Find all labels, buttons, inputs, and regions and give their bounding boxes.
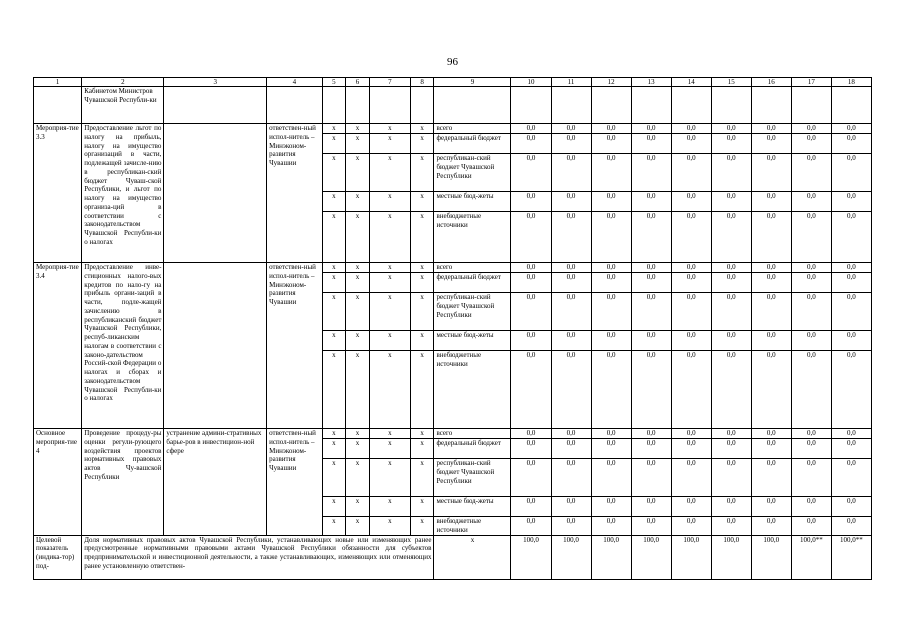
funding-value: 0,0 [551, 517, 591, 536]
funding-value: 0,0 [671, 429, 711, 439]
funding-value: 0,0 [751, 429, 791, 439]
empty-cell [551, 87, 591, 124]
funding-source: федеральный бюджет [434, 273, 511, 293]
code-mark: x [410, 293, 434, 331]
code-mark: x [346, 331, 370, 351]
code-mark: x [369, 429, 410, 439]
code-mark: x [410, 429, 434, 439]
indicator-value: 100,0 [551, 535, 591, 579]
empty-cell [831, 87, 871, 124]
code-mark: x [346, 273, 370, 293]
table-row [34, 429, 872, 439]
empty-cell [322, 87, 346, 124]
funding-source: внебюджетные источники [434, 517, 511, 536]
funding-value: 0,0 [591, 331, 631, 351]
event-description: Проведение процеду-ры оценки регули-рующего воздействия проектов нормативных правовых актов Чу-вашской Республики [82, 429, 164, 536]
funding-value: 0,0 [591, 439, 631, 459]
funding-value: 0,0 [751, 134, 791, 154]
funding-value: 0,0 [551, 273, 591, 293]
funding-value: 0,0 [551, 192, 591, 212]
funding-value: 0,0 [631, 497, 671, 517]
funding-value: 0,0 [751, 273, 791, 293]
empty-cell [591, 87, 631, 124]
funding-value: 0,0 [631, 212, 671, 263]
funding-value: 0,0 [511, 429, 551, 439]
table-row [34, 263, 872, 273]
funding-value: 0,0 [671, 263, 711, 273]
code-mark: x [410, 517, 434, 536]
funding-value: 0,0 [711, 429, 751, 439]
code-mark: x [322, 429, 346, 439]
event-name: Мероприя-тие 3.3 [34, 124, 82, 263]
column-number: 1 [34, 78, 82, 87]
column-number: 13 [631, 78, 671, 87]
code-mark: x [410, 124, 434, 134]
code-mark: x [410, 439, 434, 459]
code-mark: x [410, 154, 434, 192]
funding-value: 0,0 [831, 459, 871, 497]
funding-value: 0,0 [551, 439, 591, 459]
funding-value: 0,0 [791, 351, 831, 429]
funding-value: 0,0 [791, 273, 831, 293]
funding-value: 0,0 [751, 124, 791, 134]
funding-value: 0,0 [551, 263, 591, 273]
funding-value: 0,0 [791, 439, 831, 459]
code-mark: x [346, 429, 370, 439]
code-mark: x [346, 124, 370, 134]
empty-cell [34, 87, 82, 124]
event-goal [164, 124, 267, 263]
funding-value: 0,0 [791, 293, 831, 331]
funding-value: 0,0 [671, 331, 711, 351]
funding-value: 0,0 [831, 293, 871, 331]
indicator-value: 100,0 [711, 535, 751, 579]
funding-source: федеральный бюджет [434, 134, 511, 154]
column-number: 14 [671, 78, 711, 87]
code-mark: x [369, 263, 410, 273]
indicator-value: 100,0 [631, 535, 671, 579]
column-number-row [34, 78, 872, 87]
empty-cell [410, 87, 434, 124]
funding-value: 0,0 [551, 331, 591, 351]
funding-value: 0,0 [791, 124, 831, 134]
funding-value: 0,0 [711, 351, 751, 429]
funding-value: 0,0 [711, 331, 751, 351]
funding-value: 0,0 [711, 154, 751, 192]
funding-value: 0,0 [751, 192, 791, 212]
table-row [34, 124, 872, 134]
funding-value: 0,0 [591, 351, 631, 429]
page-number: 96 [447, 56, 458, 68]
funding-value: 0,0 [671, 459, 711, 497]
column-number: 8 [410, 78, 434, 87]
code-mark: x [346, 212, 370, 263]
code-mark: x [346, 517, 370, 536]
column-number: 7 [369, 78, 410, 87]
funding-value: 0,0 [631, 124, 671, 134]
code-mark: x [346, 192, 370, 212]
funding-value: 0,0 [551, 497, 591, 517]
code-mark: x [346, 293, 370, 331]
program-table [33, 77, 872, 580]
funding-source: внебюджетные источники [434, 212, 511, 263]
funding-value: 0,0 [791, 134, 831, 154]
funding-value: 0,0 [751, 459, 791, 497]
code-mark: x [369, 351, 410, 429]
funding-value: 0,0 [551, 459, 591, 497]
funding-value: 0,0 [631, 273, 671, 293]
funding-value: 0,0 [791, 517, 831, 536]
code-mark: x [346, 263, 370, 273]
funding-value: 0,0 [671, 497, 711, 517]
funding-value: 0,0 [791, 429, 831, 439]
column-number: 16 [751, 78, 791, 87]
event-description: Предоставление льгот по налогу на прибыль, налогу на имущество организаций в части, подлежащей зачисле-нию в республикан-ский бюджет Чуваш-ской Республики, и льгот по налогу на имущество организа-ций в соответствии с законодательством Чувашской Республи-ки о налогах [82, 124, 164, 263]
code-mark: x [369, 331, 410, 351]
funding-value: 0,0 [511, 351, 551, 429]
code-mark: x [322, 517, 346, 536]
indicator-mark: x [434, 535, 511, 579]
indicator-value: 100,0 [751, 535, 791, 579]
code-mark: x [369, 192, 410, 212]
funding-value: 0,0 [711, 273, 751, 293]
funding-value: 0,0 [551, 429, 591, 439]
indicator-label: Целевой показатель (индика-тор) под- [34, 535, 82, 579]
code-mark: x [369, 134, 410, 154]
event-goal [164, 263, 267, 429]
funding-value: 0,0 [591, 429, 631, 439]
funding-value: 0,0 [631, 351, 671, 429]
column-number: 6 [346, 78, 370, 87]
funding-value: 0,0 [791, 331, 831, 351]
funding-value: 0,0 [831, 497, 871, 517]
event-description: Предоставление инве-стиционных налого-вых кредитов по нало-гу на прибыль органи-заций в части, подле-жащей зачислению в республиканский бюджет Чувашской Республики, респуб-ликанским налогам в соответствии с законо-дательством Россий-ской Федерации о налогах и сборах и законодательством Чувашской Республи-ки о налогах [82, 263, 164, 429]
funding-value: 0,0 [831, 439, 871, 459]
funding-value: 0,0 [631, 134, 671, 154]
funding-value: 0,0 [591, 273, 631, 293]
funding-value: 0,0 [591, 134, 631, 154]
column-number: 10 [511, 78, 551, 87]
code-mark: x [322, 331, 346, 351]
code-mark: x [322, 124, 346, 134]
code-mark: x [369, 439, 410, 459]
code-mark: x [322, 263, 346, 273]
code-mark: x [322, 497, 346, 517]
funding-value: 0,0 [511, 212, 551, 263]
funding-value: 0,0 [631, 331, 671, 351]
empty-cell [751, 87, 791, 124]
funding-value: 0,0 [831, 124, 871, 134]
code-mark: x [369, 154, 410, 192]
funding-value: 0,0 [711, 517, 751, 536]
funding-value: 0,0 [791, 497, 831, 517]
funding-value: 0,0 [831, 517, 871, 536]
column-number: 2 [82, 78, 164, 87]
code-mark: x [322, 212, 346, 263]
column-number: 15 [711, 78, 751, 87]
funding-value: 0,0 [591, 263, 631, 273]
indicator-value: 100,0 [511, 535, 551, 579]
column-number: 12 [591, 78, 631, 87]
code-mark: x [322, 134, 346, 154]
funding-value: 0,0 [711, 134, 751, 154]
funding-source: всего [434, 429, 511, 439]
funding-source: федеральный бюджет [434, 439, 511, 459]
funding-value: 0,0 [751, 497, 791, 517]
funding-value: 0,0 [671, 351, 711, 429]
funding-value: 0,0 [751, 517, 791, 536]
funding-value: 0,0 [711, 293, 751, 331]
empty-cell [631, 87, 671, 124]
event-name: Основное мероприя-тие 4 [34, 429, 82, 536]
funding-value: 0,0 [671, 192, 711, 212]
funding-value: 0,0 [591, 293, 631, 331]
code-mark: x [346, 154, 370, 192]
indicator-row [34, 535, 872, 579]
code-mark: x [410, 497, 434, 517]
funding-value: 0,0 [551, 212, 591, 263]
code-mark: x [410, 192, 434, 212]
funding-value: 0,0 [511, 134, 551, 154]
code-mark: x [410, 134, 434, 154]
funding-value: 0,0 [511, 293, 551, 331]
funding-value: 0,0 [631, 439, 671, 459]
funding-value: 0,0 [511, 331, 551, 351]
funding-value: 0,0 [631, 154, 671, 192]
indicator-value: 100,0** [791, 535, 831, 579]
indicator-value: 100,0 [671, 535, 711, 579]
funding-value: 0,0 [831, 154, 871, 192]
funding-value: 0,0 [831, 263, 871, 273]
funding-value: 0,0 [791, 192, 831, 212]
empty-cell [511, 87, 551, 124]
code-mark: x [410, 273, 434, 293]
empty-cell [369, 87, 410, 124]
carry-over-text: Кабинетом Министров Чувашской Республи-ки [82, 87, 164, 124]
funding-source: внебюджетные источники [434, 351, 511, 429]
funding-value: 0,0 [711, 212, 751, 263]
code-mark: x [369, 212, 410, 263]
funding-value: 0,0 [791, 263, 831, 273]
funding-value: 0,0 [591, 459, 631, 497]
funding-value: 0,0 [591, 124, 631, 134]
empty-cell [267, 87, 322, 124]
event-goal: устранение админи-стративных барье-ров в инвестицион-ной сфере [164, 429, 267, 536]
code-mark: x [369, 517, 410, 536]
funding-value: 0,0 [671, 273, 711, 293]
column-number: 4 [267, 78, 322, 87]
event-executor: ответствен-ный испол-нитель – Минэконом-развития Чувашии [267, 263, 322, 429]
funding-value: 0,0 [751, 293, 791, 331]
funding-value: 0,0 [511, 273, 551, 293]
funding-value: 0,0 [591, 212, 631, 263]
funding-value: 0,0 [511, 263, 551, 273]
column-number: 11 [551, 78, 591, 87]
empty-cell [434, 87, 511, 124]
funding-value: 0,0 [831, 134, 871, 154]
column-number: 17 [791, 78, 831, 87]
funding-value: 0,0 [631, 192, 671, 212]
code-mark: x [346, 459, 370, 497]
code-mark: x [410, 351, 434, 429]
funding-value: 0,0 [511, 192, 551, 212]
indicator-value: 100,0** [831, 535, 871, 579]
funding-source: местные бюд-жеты [434, 192, 511, 212]
funding-value: 0,0 [551, 124, 591, 134]
code-mark: x [410, 331, 434, 351]
empty-cell [164, 87, 267, 124]
funding-source: республикан-ский бюджет Чувашской Республики [434, 154, 511, 192]
empty-cell [791, 87, 831, 124]
funding-value: 0,0 [711, 459, 751, 497]
funding-value: 0,0 [831, 273, 871, 293]
funding-value: 0,0 [831, 331, 871, 351]
funding-value: 0,0 [631, 517, 671, 536]
code-mark: x [346, 351, 370, 429]
funding-value: 0,0 [711, 439, 751, 459]
funding-value: 0,0 [711, 263, 751, 273]
funding-value: 0,0 [831, 192, 871, 212]
empty-cell [346, 87, 370, 124]
code-mark: x [369, 459, 410, 497]
funding-value: 0,0 [591, 517, 631, 536]
code-mark: x [346, 134, 370, 154]
event-executor: ответствен-ный испол-нитель – Минэконом-развития Чувашии [267, 124, 322, 263]
code-mark: x [322, 439, 346, 459]
funding-value: 0,0 [551, 351, 591, 429]
funding-source: местные бюд-жеты [434, 497, 511, 517]
column-number: 3 [164, 78, 267, 87]
funding-source: всего [434, 263, 511, 273]
funding-value: 0,0 [591, 154, 631, 192]
code-mark: x [369, 273, 410, 293]
funding-value: 0,0 [511, 124, 551, 134]
table-body [34, 78, 872, 580]
funding-value: 0,0 [551, 154, 591, 192]
funding-value: 0,0 [791, 154, 831, 192]
funding-value: 0,0 [551, 134, 591, 154]
funding-value: 0,0 [511, 154, 551, 192]
funding-value: 0,0 [711, 124, 751, 134]
code-mark: x [322, 154, 346, 192]
funding-value: 0,0 [831, 429, 871, 439]
funding-source: республикан-ский бюджет Чувашской Республики [434, 293, 511, 331]
funding-value: 0,0 [751, 351, 791, 429]
funding-value: 0,0 [671, 439, 711, 459]
funding-value: 0,0 [711, 497, 751, 517]
funding-value: 0,0 [511, 439, 551, 459]
funding-value: 0,0 [511, 517, 551, 536]
code-mark: x [410, 212, 434, 263]
funding-value: 0,0 [631, 459, 671, 497]
funding-value: 0,0 [631, 293, 671, 331]
event-name: Мероприя-тие 3.4 [34, 263, 82, 429]
code-mark: x [369, 497, 410, 517]
funding-value: 0,0 [831, 351, 871, 429]
funding-value: 0,0 [671, 134, 711, 154]
funding-value: 0,0 [511, 459, 551, 497]
funding-value: 0,0 [791, 212, 831, 263]
table-row [34, 87, 872, 124]
funding-value: 0,0 [831, 212, 871, 263]
event-executor: ответствен-ный испол-нитель – Минэконом-развития Чувашии [267, 429, 322, 536]
funding-value: 0,0 [751, 154, 791, 192]
code-mark: x [369, 124, 410, 134]
funding-value: 0,0 [751, 212, 791, 263]
funding-value: 0,0 [671, 154, 711, 192]
funding-value: 0,0 [671, 212, 711, 263]
indicator-value: 100,0 [591, 535, 631, 579]
funding-value: 0,0 [751, 331, 791, 351]
code-mark: x [410, 459, 434, 497]
code-mark: x [369, 293, 410, 331]
code-mark: x [322, 293, 346, 331]
indicator-text: Доля нормативных правовых актов Чувашской Республики, устанавливающих новые или изменяющих ранее предусмотренные нормативными правовыми актами Чувашской Республики обязанности для субъектов предпринимательской и инвестиционной деятельности, а также устанавливающих, изменяющих или отменяющих ранее установленную ответствен- [82, 535, 434, 579]
code-mark: x [346, 439, 370, 459]
column-number: 18 [831, 78, 871, 87]
funding-value: 0,0 [511, 497, 551, 517]
funding-value: 0,0 [631, 263, 671, 273]
empty-cell [711, 87, 751, 124]
funding-value: 0,0 [751, 439, 791, 459]
code-mark: x [322, 459, 346, 497]
funding-value: 0,0 [551, 293, 591, 331]
funding-value: 0,0 [631, 429, 671, 439]
code-mark: x [322, 192, 346, 212]
code-mark: x [410, 263, 434, 273]
funding-value: 0,0 [791, 459, 831, 497]
code-mark: x [322, 351, 346, 429]
funding-source: всего [434, 124, 511, 134]
funding-value: 0,0 [671, 517, 711, 536]
funding-value: 0,0 [591, 192, 631, 212]
code-mark: x [346, 497, 370, 517]
funding-value: 0,0 [711, 192, 751, 212]
column-number: 5 [322, 78, 346, 87]
funding-value: 0,0 [591, 497, 631, 517]
funding-value: 0,0 [671, 124, 711, 134]
funding-source: местные бюд-жеты [434, 331, 511, 351]
code-mark: x [322, 273, 346, 293]
funding-source: республикан-ский бюджет Чувашской Республики [434, 459, 511, 497]
column-number: 9 [434, 78, 511, 87]
empty-cell [671, 87, 711, 124]
funding-value: 0,0 [671, 293, 711, 331]
funding-value: 0,0 [751, 263, 791, 273]
